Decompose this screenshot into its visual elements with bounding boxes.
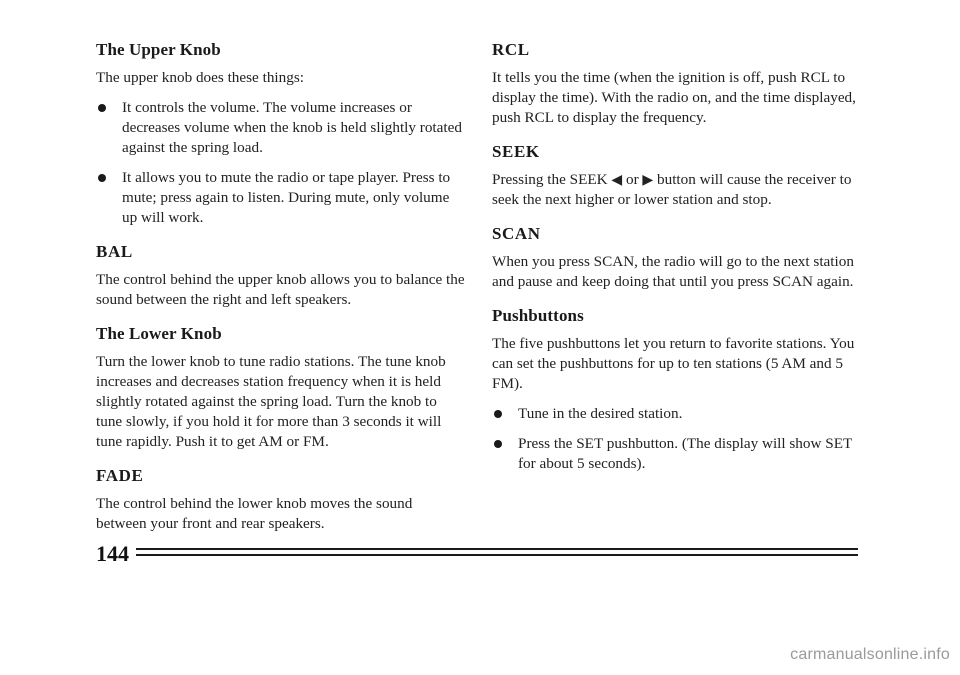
- list-item: [492, 434, 872, 474]
- section-seek: [492, 142, 872, 210]
- scan-heading: SCAN: [492, 224, 541, 243]
- lower-knob-text: Turn the lower knob to tune radio stations. The tune knob increases and decreases station frequency when it is held slightly rotated against the spring load. Turn the knob to tune slowly, if you hold it for more than 3 seconds it will tune rapidly. Push it to get AM or FM.: [96, 353, 446, 450]
- upper-knob-heading: The Upper Knob: [96, 40, 221, 59]
- section-pushbuttons: [492, 306, 872, 474]
- right-column: [492, 40, 872, 488]
- upper-knob-intro: The upper knob does these things:: [96, 69, 304, 86]
- scan-text: When you press SCAN, the radio will go to the next station and pause and keep doing that until you press SCAN again.: [492, 253, 854, 290]
- section-lower-knob: [96, 324, 466, 452]
- bullet-text: It controls the volume. The volume increases or decreases volume when the knob is held slightly rotated against the spring load.: [122, 99, 462, 156]
- bullet-text: It allows you to mute the radio or tape player. Press to mute; press again to listen. During mute, only volume up will work.: [122, 169, 451, 226]
- arrow-right-icon: ▶: [642, 173, 654, 188]
- pushbuttons-text: The five pushbuttons let you return to favorite stations. You can set the pushbuttons for up to ten stations (5 AM and 5 FM).: [492, 335, 855, 392]
- list-item: [492, 404, 872, 424]
- section-fade: [96, 466, 466, 534]
- pushbuttons-bullets: [492, 404, 872, 474]
- seek-text-before: Pressing the SEEK: [492, 171, 608, 188]
- pushbuttons-heading: Pushbuttons: [492, 306, 584, 325]
- bullet-text: Tune in the desired station.: [518, 405, 683, 422]
- rcl-text: It tells you the time (when the ignition is off, push RCL to display the time). With the radio on, and the time displayed, push RCL to display the frequency.: [492, 69, 856, 126]
- footer-rule-top: [136, 548, 858, 550]
- list-item: [96, 168, 466, 228]
- section-upper-knob: [96, 40, 466, 228]
- left-column: [96, 40, 466, 548]
- footer-rule-bottom: [136, 554, 858, 556]
- page-number: 144: [96, 541, 129, 566]
- seek-or: or: [625, 171, 639, 188]
- seek-text: [492, 170, 872, 210]
- fade-heading: FADE: [96, 466, 144, 485]
- page-footer: [96, 541, 858, 565]
- watermark-text: carmanualsonline.info: [790, 646, 950, 663]
- bullet-icon: [98, 104, 106, 112]
- rcl-heading: RCL: [492, 40, 530, 59]
- section-scan: [492, 224, 872, 292]
- upper-knob-bullets: [96, 98, 466, 228]
- bullet-icon: [98, 174, 106, 182]
- arrow-left-icon: ◀: [611, 173, 623, 188]
- seek-heading: SEEK: [492, 142, 540, 161]
- list-item: [96, 98, 466, 158]
- lower-knob-heading: The Lower Knob: [96, 324, 222, 343]
- section-bal: [96, 242, 466, 310]
- seek-text-after: button will cause the receiver to seek the next higher or lower station and stop.: [492, 171, 852, 208]
- bullet-text: Press the SET pushbutton. (The display will show SET for about 5 seconds).: [518, 435, 852, 472]
- bullet-icon: [494, 410, 502, 418]
- section-rcl: [492, 40, 872, 128]
- bal-heading: BAL: [96, 242, 133, 261]
- bal-text: The control behind the upper knob allows you to balance the sound between the right and left speakers.: [96, 271, 465, 308]
- fade-text: The control behind the lower knob moves the sound between your front and rear speakers.: [96, 495, 413, 532]
- bullet-icon: [494, 440, 502, 448]
